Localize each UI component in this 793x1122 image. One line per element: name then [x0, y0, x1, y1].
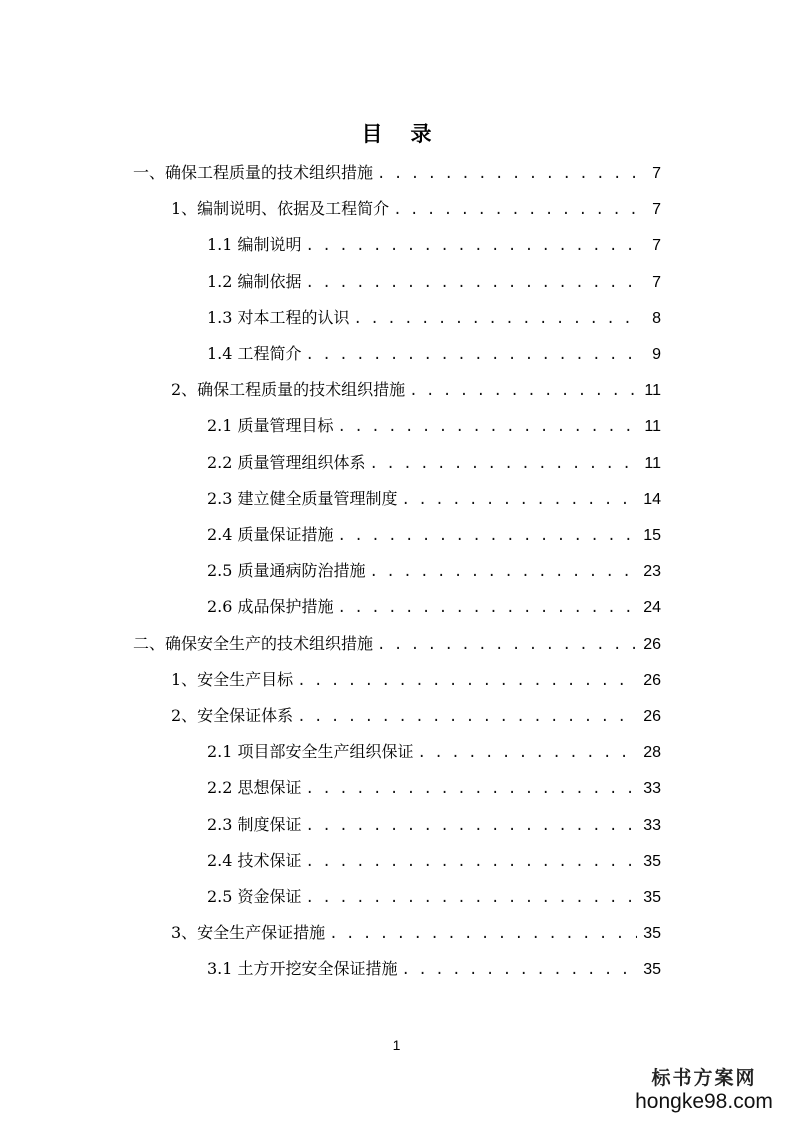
toc-entry[interactable] — [171, 665, 661, 695]
toc-entry-label: 2.1 质量管理目标 — [207, 416, 334, 435]
toc-entry-label: 二、确保安全生产的技术组织措施 — [133, 634, 374, 653]
toc-entry-page-number: 35 — [643, 889, 661, 906]
toc-entry-page-number: 33 — [643, 817, 661, 834]
toc-entry-page-number: 33 — [643, 780, 661, 797]
toc-entry-label: 2.1 项目部安全生产组织保证 — [207, 742, 414, 761]
toc-entry-page-number: 11 — [644, 382, 661, 399]
toc-entry-label: 3、安全生产保证措施 — [171, 923, 326, 942]
toc-dot-leader — [370, 557, 638, 587]
toc-entry-page-number: 35 — [643, 961, 661, 978]
toc-dot-leader — [306, 774, 638, 804]
watermark-brand: 标书方案网 — [651, 1067, 757, 1089]
toc-entry[interactable] — [171, 918, 661, 948]
toc-entry-label: 2.2 思想保证 — [207, 778, 302, 797]
toc-entry-page-number: 9 — [652, 346, 661, 363]
toc-entry-page-number: 8 — [652, 310, 661, 327]
toc-dot-leader — [338, 593, 638, 623]
toc-entry-label: 1.1 编制说明 — [207, 235, 302, 254]
toc-entry[interactable] — [207, 556, 661, 586]
toc-entry[interactable] — [207, 954, 661, 984]
toc-dot-leader — [393, 195, 641, 225]
toc-dot-leader — [370, 449, 639, 479]
toc-dot-leader — [306, 811, 638, 841]
toc-title-char-2: 录 — [410, 121, 432, 146]
toc-entry-label: 3.1 土方开挖安全保证措施 — [207, 959, 398, 978]
toc-entry[interactable] — [171, 701, 661, 731]
toc-dot-leader — [297, 702, 637, 732]
toc-entry-label: 2.6 成品保护措施 — [207, 597, 334, 616]
toc-entry-page-number: 14 — [643, 491, 661, 508]
toc-entry-page-number: 35 — [643, 925, 661, 942]
toc-entry-label: 2.5 资金保证 — [207, 887, 302, 906]
toc-entry-page-number: 7 — [652, 274, 661, 291]
toc-dot-leader — [354, 304, 641, 334]
watermark-url: hongke98.com — [635, 1090, 773, 1113]
toc-entry-page-number: 15 — [643, 527, 661, 544]
toc-entry[interactable] — [207, 882, 661, 912]
toc-entry[interactable] — [207, 773, 661, 803]
toc-dot-leader — [306, 231, 641, 261]
toc-entry-label: 2、安全保证体系 — [171, 706, 294, 725]
toc-title — [0, 120, 793, 148]
toc-entry[interactable] — [207, 303, 661, 333]
toc-entry-label: 2、确保工程质量的技术组织措施 — [171, 380, 406, 399]
toc-entry-page-number: 26 — [643, 672, 661, 689]
toc-entry[interactable] — [207, 267, 661, 297]
toc-entry[interactable] — [171, 194, 661, 224]
toc-entry-page-number: 23 — [643, 563, 661, 580]
toc-entry-page-number: 7 — [652, 237, 661, 254]
toc-title-char-1: 目 — [361, 121, 383, 146]
toc-entry-label: 1、安全生产目标 — [171, 670, 294, 689]
toc-entry-label: 2.4 质量保证措施 — [207, 525, 334, 544]
toc-entry-label: 2.2 质量管理组织体系 — [207, 453, 366, 472]
watermark-logo — [629, 1066, 779, 1114]
toc-entry[interactable] — [207, 484, 661, 514]
toc-entry-label: 1、编制说明、依据及工程简介 — [171, 199, 390, 218]
toc-dot-leader — [306, 883, 638, 913]
toc-entry-page-number: 11 — [644, 418, 661, 435]
toc-entry-label: 1.3 对本工程的认识 — [207, 308, 350, 327]
toc-entry-page-number: 24 — [643, 599, 661, 616]
toc-entry-page-number: 7 — [652, 201, 661, 218]
toc-entry[interactable] — [207, 520, 661, 550]
toc-entry[interactable] — [207, 448, 661, 478]
toc-entry-label: 1.2 编制依据 — [207, 272, 302, 291]
toc-entry[interactable] — [207, 339, 661, 369]
toc-dot-leader — [338, 521, 638, 551]
toc-entry-page-number: 7 — [652, 165, 661, 182]
toc-entry-label: 2.3 建立健全质量管理制度 — [207, 489, 398, 508]
toc-entry-label: 1.4 工程简介 — [207, 344, 302, 363]
toc-entry[interactable] — [207, 230, 661, 260]
toc-entry[interactable] — [207, 810, 661, 840]
toc-entry-page-number: 26 — [643, 636, 661, 653]
toc-entry[interactable] — [207, 411, 661, 441]
toc-entry-label: 2.3 制度保证 — [207, 815, 302, 834]
toc-dot-leader — [329, 919, 637, 949]
toc-entry[interactable] — [171, 375, 661, 405]
toc-entry[interactable] — [133, 158, 661, 188]
toc-entry-page-number: 11 — [644, 455, 661, 472]
toc-entry-page-number: 28 — [643, 744, 661, 761]
toc-entry-label: 一、确保工程质量的技术组织措施 — [133, 163, 374, 182]
toc-dot-leader — [377, 630, 637, 660]
toc-entry-page-number: 35 — [643, 853, 661, 870]
toc-entry[interactable] — [207, 592, 661, 622]
toc-dot-leader — [409, 376, 638, 406]
toc-dot-leader — [402, 955, 638, 985]
toc-dot-leader — [306, 847, 638, 877]
toc-entry[interactable] — [133, 629, 661, 659]
toc-entry-page-number: 26 — [643, 708, 661, 725]
toc-entry-label: 2.4 技术保证 — [207, 851, 302, 870]
toc-dot-leader — [402, 485, 638, 515]
toc-entry-label: 2.5 质量通病防治措施 — [207, 561, 366, 580]
toc-dot-leader — [338, 412, 639, 442]
toc-dot-leader — [306, 268, 641, 298]
page-number: 1 — [392, 1037, 401, 1053]
toc-dot-leader — [418, 738, 638, 768]
toc-dot-leader — [306, 340, 641, 370]
toc-entry[interactable] — [207, 846, 661, 876]
toc-entry[interactable] — [207, 737, 661, 767]
toc-dot-leader — [377, 159, 641, 189]
toc-dot-leader — [297, 666, 637, 696]
